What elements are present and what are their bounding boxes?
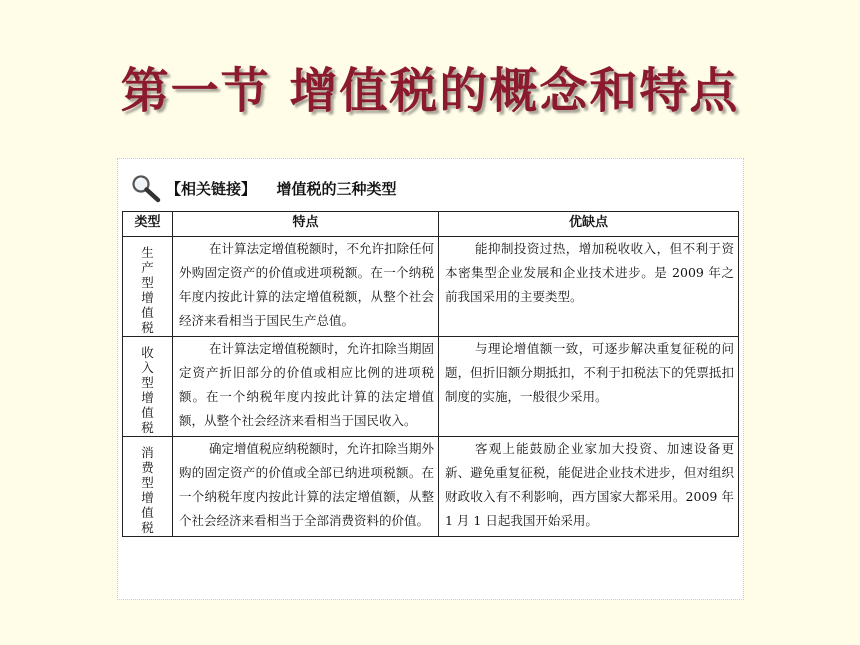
related-link-label: 【相关链接】 bbox=[166, 179, 257, 198]
magnifier-icon bbox=[130, 173, 162, 203]
row-type-cell bbox=[123, 237, 173, 337]
row-type-label: 收入型增值税 bbox=[141, 345, 154, 435]
row-type-cell bbox=[123, 337, 173, 437]
row-pros-cons-cell: 与理论增值额一致，可逐步解决重复征税的问题，但折旧额分期抵扣，不利于扣税法下的凭票抵扣制度的实施，一般很少采用。 bbox=[439, 337, 739, 437]
table-row bbox=[123, 437, 739, 537]
slide-title: 第一节 增值税的概念和特点 bbox=[120, 63, 740, 119]
related-link-panel bbox=[117, 158, 744, 600]
header-pros-cons: 优缺点 bbox=[439, 212, 739, 237]
header-feature: 特点 bbox=[173, 212, 439, 237]
row-feature-cell: 在计算法定增值税额时，不允许扣除任何外购固定资产的价值或进项税额。在一个纳税年度内按此计算的法定增值税额，从整个社会经济来看相当于国民生产总值。 bbox=[173, 237, 439, 337]
row-type-label: 生产型增值税 bbox=[141, 245, 154, 335]
row-feature-cell: 确定增值税应纳税额时，允许扣除当期外购的固定资产的价值或全部已纳进项税额。在一个纳税年度内按此计算的法定增值额，从整个社会经济来看相当于全部消费资料的价值。 bbox=[173, 437, 439, 537]
row-pros-cons-cell: 能抑制投资过热，增加税收收入，但不利于资本密集型企业发展和企业技术进步。是 2009 年之前我国采用的主要类型。 bbox=[439, 237, 739, 337]
related-link-heading: 增值税的三种类型 bbox=[276, 179, 397, 198]
related-link-header bbox=[130, 173, 397, 203]
table-row bbox=[123, 237, 739, 337]
row-feature-cell: 在计算法定增值税额时，允许扣除当期固定资产折旧部分的价值或相应比例的进项税额。在一个纳税年度内按此计算的法定增值额，从整个社会经济来看相当于国民收入。 bbox=[173, 337, 439, 437]
row-pros-cons-cell: 客观上能鼓励企业家加大投资、加速设备更新、避免重复征税，能促进企业技术进步，但对组织财政收入有不利影响，西方国家大都采用。2009 年 1 月 1 日起我国开始采用。 bbox=[439, 437, 739, 537]
row-type-cell bbox=[123, 437, 173, 537]
header-type: 类型 bbox=[123, 212, 173, 237]
table-row bbox=[123, 337, 739, 437]
row-type-label: 消费型增值税 bbox=[141, 445, 154, 535]
vat-types-table bbox=[122, 211, 739, 537]
table-header-row bbox=[123, 212, 739, 237]
